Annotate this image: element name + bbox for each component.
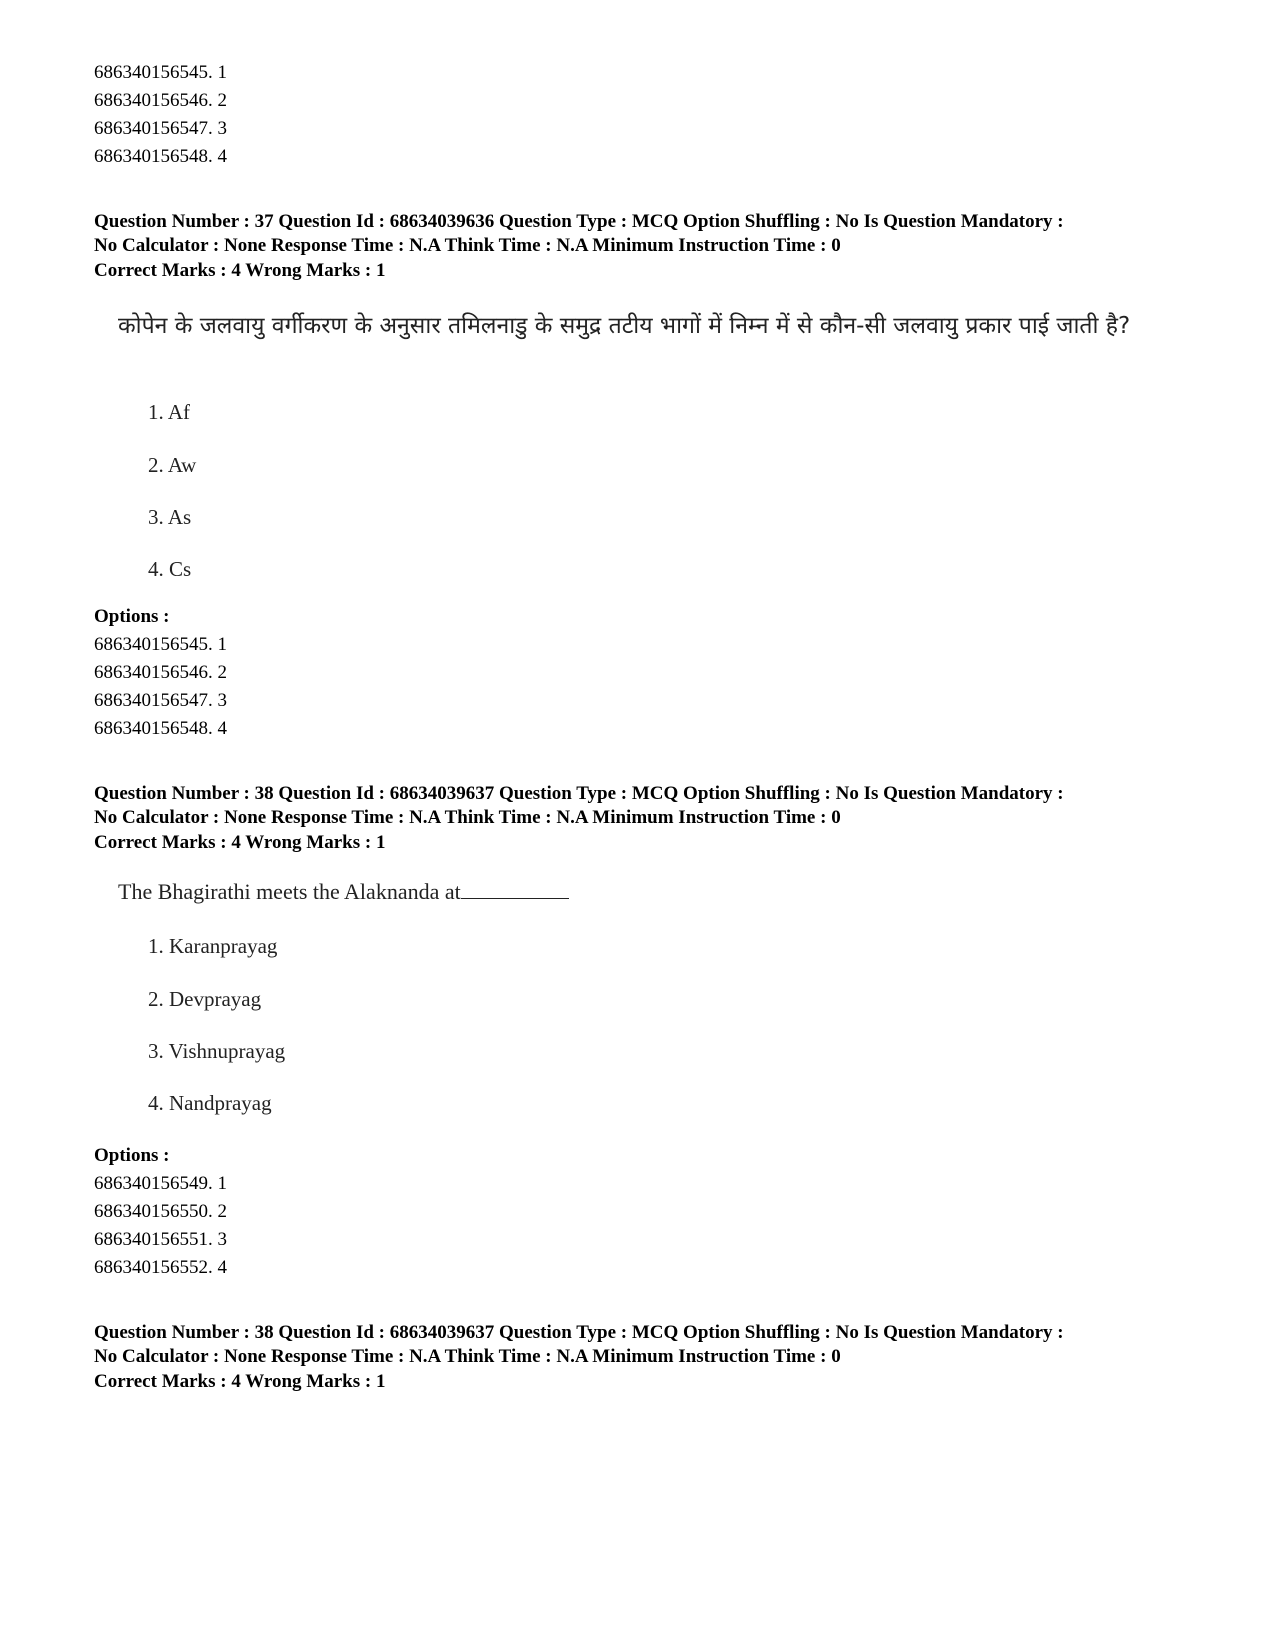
option-line: 686340156549. 1 xyxy=(94,1173,227,1194)
answer-choice: 1. Karanprayag xyxy=(148,934,278,958)
question-marks: Correct Marks : 4 Wrong Marks : 1 xyxy=(94,832,386,853)
question-marks: Correct Marks : 4 Wrong Marks : 1 xyxy=(94,260,386,281)
option-line: 686340156546. 2 xyxy=(94,662,227,683)
option-line: 686340156547. 3 xyxy=(94,118,227,139)
option-line: 686340156550. 2 xyxy=(94,1201,227,1222)
answer-choice: 2. Aw xyxy=(148,453,197,477)
answer-choice: 4. Nandprayag xyxy=(148,1091,272,1115)
question-text-row xyxy=(118,876,1188,908)
options-label: Options : xyxy=(94,606,170,627)
question-meta-line1: Question Number : 38 Question Id : 68634039637 Question Type : MCQ Option Shuffling : No Is Question Mandatory : xyxy=(94,1322,1064,1343)
question-meta xyxy=(94,782,1214,830)
answer-choice: 3. As xyxy=(148,505,192,529)
question-text: कोपेन के जलवायु वर्गीकरण के अनुसार तमिलनाडु के समुद्र तटीय भागों में निम्न में से कौन-सी जलवायु प्रकार पाई जाती है? xyxy=(118,313,1131,339)
question-marks: Correct Marks : 4 Wrong Marks : 1 xyxy=(94,1371,386,1392)
question-text: The Bhagirathi meets the Alaknanda at xyxy=(118,879,461,904)
question-meta-line1: Question Number : 38 Question Id : 68634039637 Question Type : MCQ Option Shuffling : No Is Question Mandatory : xyxy=(94,783,1064,804)
answer-choice: 3. Vishnuprayag xyxy=(148,1039,286,1063)
options-label: Options : xyxy=(94,1145,170,1166)
option-line: 686340156547. 3 xyxy=(94,690,227,711)
question-meta xyxy=(94,210,1214,258)
question-meta-line2: No Calculator : None Response Time : N.A Think Time : N.A Minimum Instruction Time : 0 xyxy=(94,235,841,256)
answer-choice: 2. Devprayag xyxy=(148,987,262,1011)
option-line: 686340156545. 1 xyxy=(94,634,227,655)
answer-choice: 4. Cs xyxy=(148,557,192,581)
question-meta-line2: No Calculator : None Response Time : N.A Think Time : N.A Minimum Instruction Time : 0 xyxy=(94,1346,841,1367)
option-line: 686340156545. 1 xyxy=(94,62,227,83)
option-line: 686340156551. 3 xyxy=(94,1229,227,1250)
option-line: 686340156548. 4 xyxy=(94,718,227,739)
question-meta xyxy=(94,1321,1214,1369)
option-line: 686340156552. 4 xyxy=(94,1257,227,1278)
answer-blank xyxy=(461,878,569,899)
option-line: 686340156548. 4 xyxy=(94,146,227,167)
question-meta-line1: Question Number : 37 Question Id : 68634039636 Question Type : MCQ Option Shuffling : No Is Question Mandatory : xyxy=(94,211,1064,232)
option-line: 686340156546. 2 xyxy=(94,90,227,111)
question-meta-line2: No Calculator : None Response Time : N.A Think Time : N.A Minimum Instruction Time : 0 xyxy=(94,807,841,828)
answer-choice: 1. Af xyxy=(148,400,190,424)
